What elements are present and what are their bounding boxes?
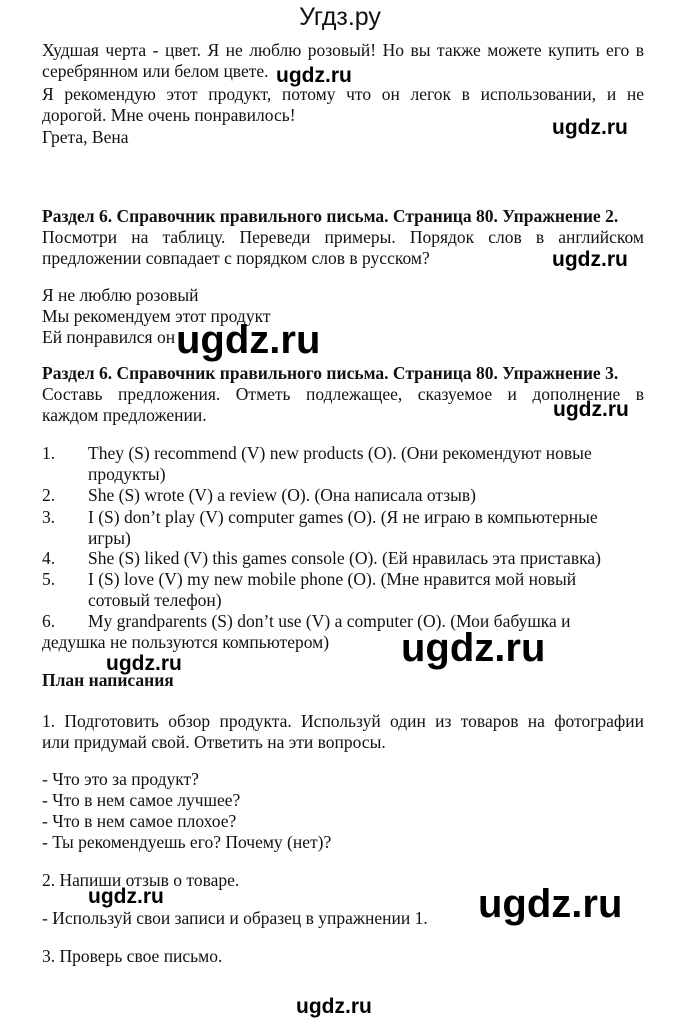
plan-question: - Что в нем самое плохое? — [42, 811, 237, 831]
review-line-4: дорогой. Мне очень понравилось! — [42, 105, 296, 125]
list-item-continuation: дедушка не пользуются компьютером) — [42, 632, 330, 652]
exercise-2-answer: Мы рекомендуем этот продукт — [42, 306, 271, 326]
list-item-number: 4. — [42, 548, 56, 568]
watermark: ugdz.ru — [552, 248, 628, 271]
list-item-text: She (S) liked (V) this games console (O). (Ей нравилась эта приставка) — [88, 548, 601, 568]
list-item-continuation: игры) — [88, 528, 131, 548]
list-item-text: She (S) wrote (V) a review (O). (Она написала отзыв) — [88, 485, 476, 505]
list-item-number: 6. — [42, 611, 56, 631]
exercise-2-answer: Я не люблю розовый — [42, 285, 199, 305]
plan-question: - Что в нем самое лучшее? — [42, 790, 241, 810]
exercise-2-heading: Раздел 6. Справочник правильного письма. Страница 80. Упражнение 2. — [42, 206, 619, 226]
list-item-continuation: сотовый телефон) — [88, 590, 222, 610]
watermark: ugdz.ru — [552, 116, 628, 139]
list-item — [42, 507, 598, 528]
watermark: ugdz.ru — [276, 64, 352, 87]
list-item-text: They (S) recommend (V) new products (O). (Они рекомендуют новые — [88, 443, 592, 463]
exercise-2-task-line-1: Посмотри на таблицу. Переведи примеры. Порядок слов в английском — [42, 227, 644, 247]
list-item — [42, 548, 601, 569]
exercise-3-heading: Раздел 6. Справочник правильного письма. Страница 80. Упражнение 3. — [42, 363, 619, 383]
watermark: ugdz.ru — [553, 398, 629, 421]
watermark: ugdz.ru — [478, 882, 623, 926]
list-item — [42, 569, 576, 590]
review-line-2: серебрянном или белом цвете. — [42, 61, 269, 81]
plan-step-1-line-1: 1. Подготовить обзор продукта. Используй один из товаров на фотографии — [42, 711, 644, 731]
plan-question: - Ты рекомендуешь его? Почему (нет)? — [42, 832, 332, 852]
page-title: Угдз.ру — [299, 3, 381, 31]
plan-step-2-note: - Используй свои записи и образец в упражнении 1. — [42, 908, 428, 928]
watermark: ugdz.ru — [401, 626, 546, 670]
list-item — [42, 443, 592, 464]
review-line-1: Худшая черта - цвет. Я не люблю розовый! Но вы также можете купить его в — [42, 40, 644, 60]
list-item-number: 3. — [42, 507, 56, 527]
list-item-number: 2. — [42, 485, 56, 505]
plan-heading: План написания — [42, 670, 174, 690]
watermark: ugdz.ru — [106, 652, 182, 675]
list-item-continuation: продукты) — [88, 464, 166, 484]
list-item-text: My grandparents (S) don’t use (V) a computer (O). (Мои бабушка и — [88, 611, 571, 631]
review-line-3: Я рекомендую этот продукт, потому что он легок в использовании, и не — [42, 84, 644, 104]
plan-step-1-line-2: или придумай свой. Ответить на эти вопросы. — [42, 732, 386, 752]
watermark: ugdz.ru — [296, 995, 372, 1018]
list-item-number: 1. — [42, 443, 56, 463]
exercise-3-task-line-2: каждом предложении. — [42, 405, 207, 425]
list-item-text: I (S) love (V) my new mobile phone (O). (Мне нравится мой новый — [88, 569, 577, 589]
list-item — [42, 485, 476, 506]
watermark: ugdz.ru — [88, 885, 164, 908]
exercise-3-task-line-1: Составь предложения. Отметь подлежащее, сказуемое и дополнение в — [42, 384, 644, 404]
list-item-text: I (S) don’t play (V) computer games (O). (Я не играю в компьютерные — [88, 507, 598, 527]
plan-question: - Что это за продукт? — [42, 769, 199, 789]
list-item-number: 5. — [42, 569, 56, 589]
plan-step-2: 2. Напиши отзыв о товаре. — [42, 870, 240, 890]
exercise-2-task-line-2: предложении совпадает с порядком слов в русском? — [42, 248, 430, 268]
review-signature: Грета, Вена — [42, 127, 129, 147]
plan-step-3: 3. Проверь свое письмо. — [42, 946, 223, 966]
exercise-2-answer: Ей понравился он — [42, 327, 176, 347]
watermark: ugdz.ru — [176, 318, 321, 362]
